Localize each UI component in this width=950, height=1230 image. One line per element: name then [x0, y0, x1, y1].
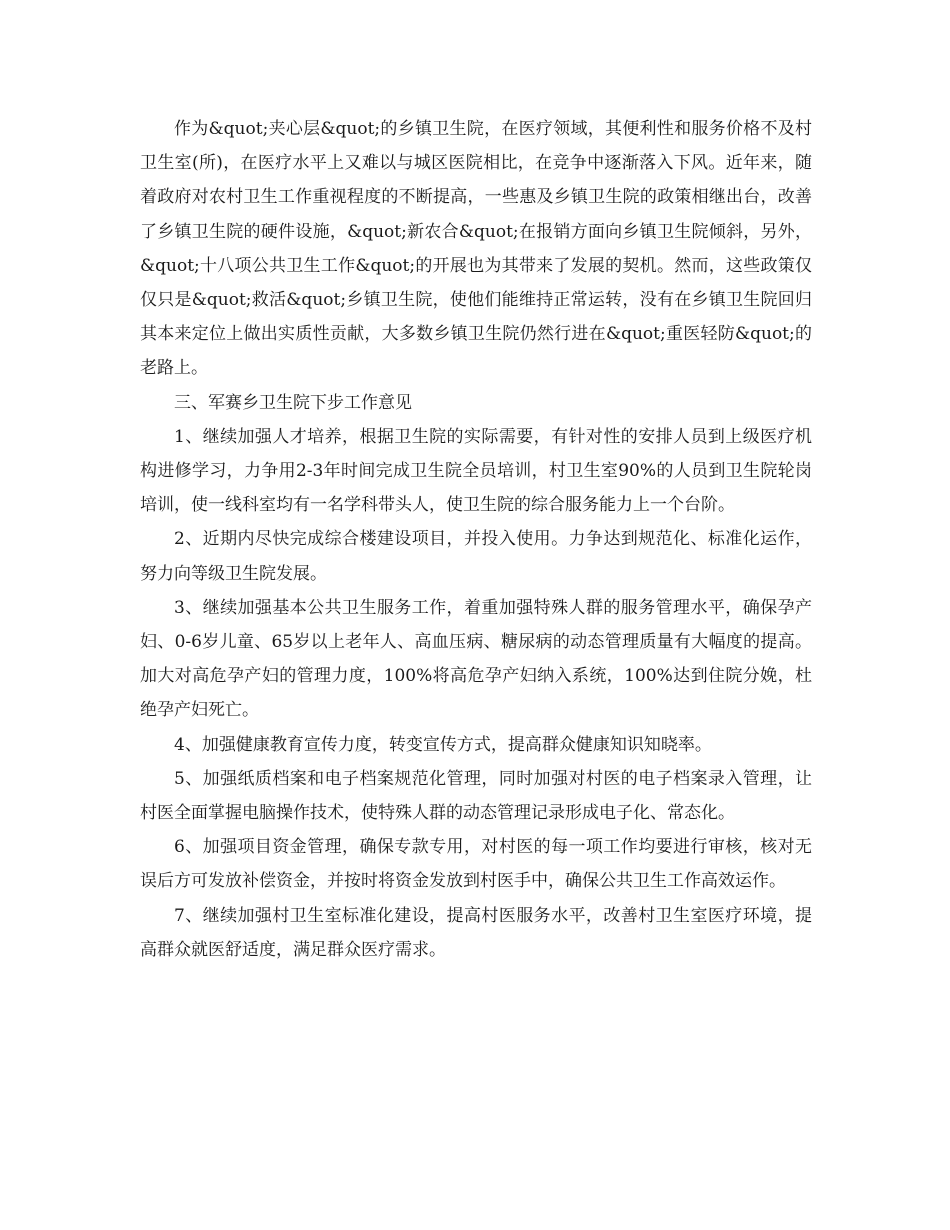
- paragraph-item-2: 2、近期内尽快完成综合楼建设项目，并投入使用。力争达到规范化、标准化运作，努力向等级卫生院发展。: [140, 529, 812, 584]
- paragraph-item-7: 7、继续加强村卫生室标准化建设，提高村医服务水平，改善村卫生室医疗环境，提高群众就医舒适度，满足群众医疗需求。: [140, 905, 812, 960]
- paragraph-item-3: 3、继续加强基本公共卫生服务工作，着重加强特殊人群的服务管理水平，确保孕产妇、0-6岁儿童、65岁以上老年人、高血压病、糖尿病的动态管理质量有大幅度的提高。加大对高危孕产妇的管理力度，100%将高危孕产妇纳入系统，100%达到住院分娩，杜绝孕产妇死亡。: [140, 597, 812, 721]
- paragraph-intro: 作为&quot;夹心层&quot;的乡镇卫生院，在医疗领域，其便利性和服务价格不及村卫生室(所)，在医疗水平上又难以与城区医院相比，在竞争中逐渐落入下风。近年来，随着政府对农村卫生工作重视程度的不断提高，一些惠及乡镇卫生院的政策相继出台，改善了乡镇卫生院的硬件设施，&quot;新农合&quot;在报销方面向乡镇卫生院倾斜，另外，&quot;十八项公共卫生工作&quot;的开展也为其带来了发展的契机。然而，这些政策仅仅只是&quot;救活&quot;乡镇卫生院，使他们能维持正常运转，没有在乡镇卫生院回归其本来定位上做出实质性贡献，大多数乡镇卫生院仍然行进在&quot;重医轻防&quot;的老路上。: [140, 119, 812, 379]
- paragraph-item-5: 5、加强纸质档案和电子档案规范化管理，同时加强对村医的电子档案录入管理，让村医全面掌握电脑操作技术，使特殊人群的动态管理记录形成电子化、常态化。: [140, 768, 812, 824]
- document-body: [140, 112, 812, 967]
- paragraph-item-4: 4、加强健康教育宣传力度，转变宣传方式，提高群众健康知识知晓率。: [174, 734, 712, 755]
- paragraph-item-1: 1、继续加强人才培养，根据卫生院的实际需要，有针对性的安排人员到上级医疗机构进修学习，力争用2-3年时间完成卫生院全员培训，村卫生室90%的人员到卫生院轮岗培训，使一线科室均有一名学科带头人，使卫生院的综合服务能力上一个台阶。: [140, 426, 812, 516]
- paragraph-item-6: 6、加强项目资金管理，确保专款专用，对村医的每一项工作均要进行审核，核对无误后方可发放补偿资金，并按时将资金发放到村医手中，确保公共卫生工作高效运作。: [140, 837, 812, 892]
- section-heading: 三、军赛乡卫生院下步工作意见: [174, 392, 412, 413]
